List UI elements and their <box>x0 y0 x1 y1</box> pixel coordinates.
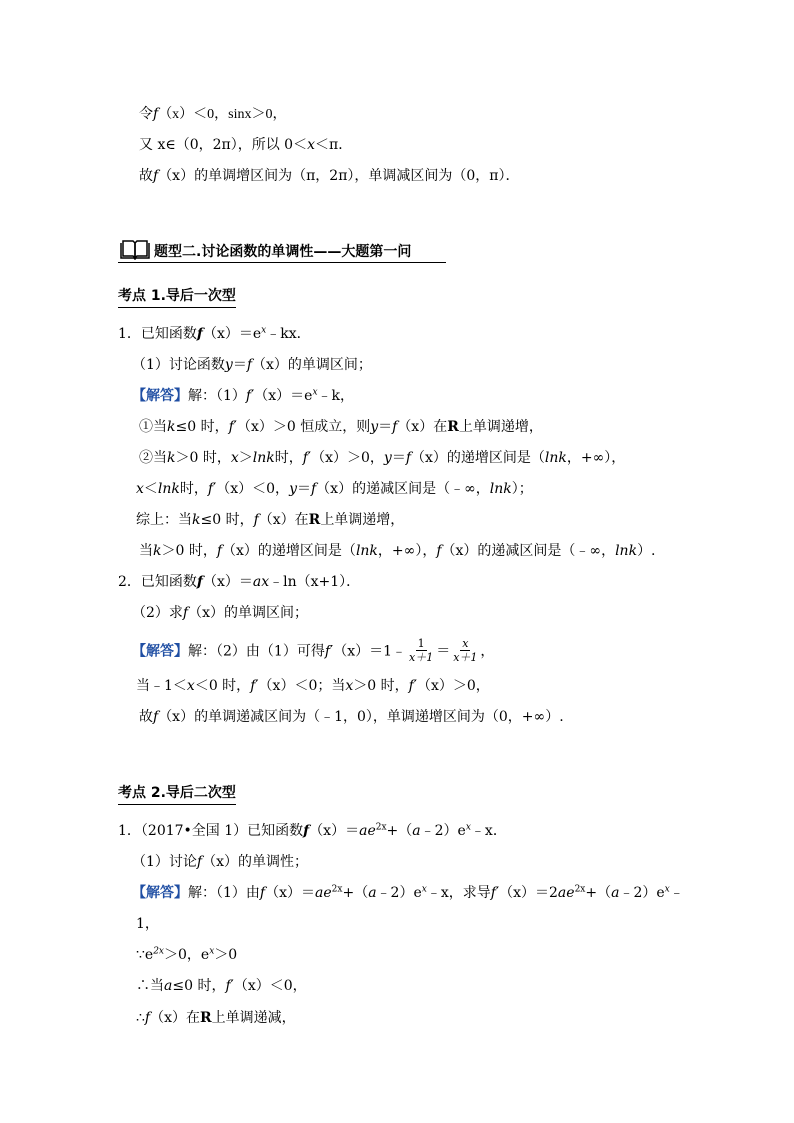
fraction: $\frac{1}{x+1}$ <box>409 637 434 664</box>
kaodian-2-title: 考点 2.导后二次型 <box>118 782 236 805</box>
sub-question-line: （1）讨论函数y＝f（x）的单调区间； <box>132 357 372 373</box>
answer-line: 【解答】解：（1）由$f(x)=ae^{2x}+(a﹣2)e^x﹣x$，求导$f'(x)=2ae^{2x}+(a﹣2)e^x﹣$ <box>132 884 684 901</box>
section-heading <box>118 240 446 263</box>
text-line: 当k＞0 时，f（x）的递增区间是（lnk，+∞），f（x）的递减区间是（﹣∞，lnk）. <box>139 543 656 559</box>
section-title: 题型二.讨论函数的单调性——大题第一问 <box>154 244 412 260</box>
text-line: 1， <box>136 916 159 932</box>
answer-line: 【解答】解：$(1)f'(x)=e^x﹣k$， <box>132 387 355 404</box>
text-line: ①当k≤0 时，f′（x）＞0 恒成立，则y＝f（x）在R上单调递增， <box>139 419 543 435</box>
text-line: x＜lnk时，f′（x）＜0，y＝f（x）的递减区间是（﹣∞，lnk）； <box>136 481 533 497</box>
open-book-icon <box>120 240 150 260</box>
text-line: 综上：当k≤0 时，f（x）在R上单调递增， <box>136 512 405 528</box>
question-line: 1．（2017•全国 1）已知函数$f(x)=ae^{2x}+(a﹣2)e^x﹣x$． <box>118 822 507 839</box>
text-line: $\because e^{2x}>0$，$e^x>0$ <box>136 946 238 963</box>
text-line: ∴f（x）在R上单调递减， <box>136 1010 296 1026</box>
answer-tag: 【解答】 <box>132 388 188 404</box>
kaodian-1-title: 考点 1.导后一次型 <box>118 285 236 308</box>
text-line: ∴当a≤0 时，f′（x）＜0， <box>136 978 307 994</box>
question-line: 2．已知函数f（x）＝ax﹣ln（x+1）． <box>118 574 361 590</box>
text-line: 故f（x）的单调递减区间为（﹣1，0），单调递增区间为（0，+∞）. <box>139 709 564 725</box>
text-line: ②当k＞0 时，x＞lnk时，f′（x）＞0，y＝f（x）的递增区间是（lnk，+∞）， <box>139 450 626 466</box>
answer-line: 【解答】解：（2）由（1）可得f′（x）＝1﹣ $\frac{1}{x+1}$ ＝ $\frac{x}{x+1}$ ， <box>132 637 495 664</box>
text-line: 当﹣1＜x＜0 时，f′（x）＜0；当x＞0 时，f′（x）＞0， <box>136 678 490 694</box>
sub-question-line: （1）讨论f（x）的单调性； <box>132 854 309 870</box>
text-line: 又 x∈（0，2π），所以 0＜x＜π． <box>139 137 353 153</box>
text-line: 故f（x）的单调增区间为（π，2π），单调减区间为（0，π）． <box>139 168 520 184</box>
answer-tag: 【解答】 <box>132 885 188 901</box>
sub-question-line: （2）求f（x）的单调区间； <box>132 605 309 621</box>
fraction: $\frac{x}{x+1}$ <box>453 637 478 664</box>
question-line: 1．已知函数$f(x)=e^x﹣kx$． <box>118 325 311 342</box>
text-line: 令f（x）＜0，sinx＞0， <box>139 106 287 122</box>
answer-tag: 【解答】 <box>132 643 188 660</box>
